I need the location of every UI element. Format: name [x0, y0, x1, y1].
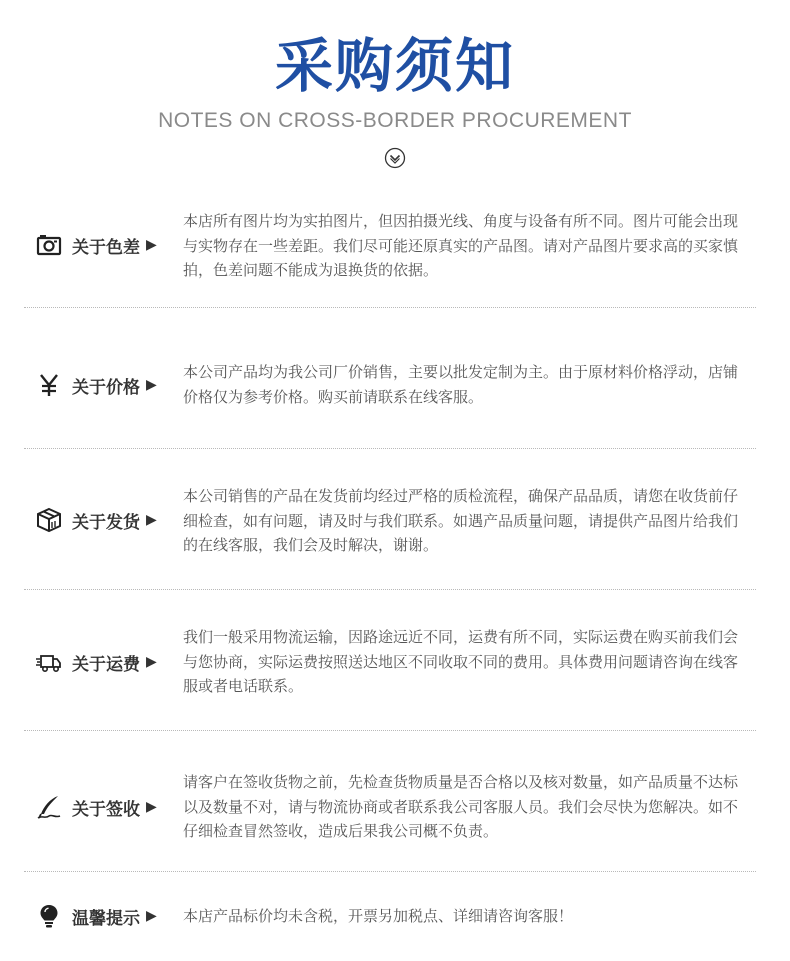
pen-icon — [36, 794, 62, 820]
divider — [24, 307, 756, 308]
section-label: 关于发货 — [72, 512, 140, 533]
page-subtitle: NOTES ON CROSS-BORDER PROCUREMENT — [158, 109, 632, 132]
section-text: 请客户在签收货物之前，先检查货物质量是否合格以及核对数量，如产品质量不达标以及数量不对，请与物流协商或者联系我公司客服人员。我们会尽快为您解决。如不仔细检查冒然签收，造成后果我公司概不负责。 — [183, 773, 739, 840]
lightbulb-icon — [36, 903, 62, 929]
divider — [24, 589, 756, 590]
arrow-right-icon: ▶ — [146, 237, 157, 253]
arrow-right-icon: ▶ — [146, 799, 157, 815]
camera-icon — [36, 232, 62, 258]
arrow-right-icon: ▶ — [146, 377, 157, 393]
section-label: 温馨提示 — [72, 908, 140, 929]
section-text: 本公司产品均为我公司厂价销售，主要以批发定制为主。由于原材料价格浮动，店铺价格仅为参考价格。购买前请联系在线客服。 — [183, 363, 739, 406]
truck-icon — [36, 649, 62, 675]
divider — [24, 730, 756, 731]
chevron-down-circle-icon — [384, 147, 406, 169]
arrow-right-icon: ▶ — [146, 654, 157, 670]
section-label: 关于运费 — [72, 654, 140, 675]
section-text: 本公司销售的产品在发货前均经过严格的质检流程，确保产品品质，请您在收货前仔细检查，如有问题，请及时与我们联系。如遇产品质量问题，请提供产品图片给我们的在线客服，我们会及时解决，谢谢。 — [183, 487, 739, 554]
section-label: 关于价格 — [72, 377, 140, 398]
section-label: 关于色差 — [72, 237, 140, 258]
arrow-right-icon: ▶ — [146, 512, 157, 528]
section-text: 我们一般采用物流运输，因路途远近不同，运费有所不同，实际运费在购买前我们会与您协商，实际运费按照送达地区不同收取不同的费用。具体费用问题请咨询在线客服或者电话联系。 — [183, 628, 739, 695]
yen-icon — [36, 372, 62, 398]
section-label: 关于签收 — [72, 799, 140, 820]
divider — [24, 448, 756, 449]
arrow-right-icon: ▶ — [146, 908, 157, 924]
divider — [24, 871, 756, 872]
box-icon — [36, 507, 62, 533]
page-title: 采购须知 — [274, 32, 515, 100]
section-text: 本店产品标价均未含税，开票另加税点、详细请咨询客服！ — [183, 907, 574, 925]
section-text: 本店所有图片均为实拍图片，但因拍摄光线、角度与设备有所不同。图片可能会出现与实物存在一些差距。我们尽可能还原真实的产品图。请对产品图片要求高的买家慎拍，色差问题不能成为退换货的依据。 — [183, 212, 739, 279]
